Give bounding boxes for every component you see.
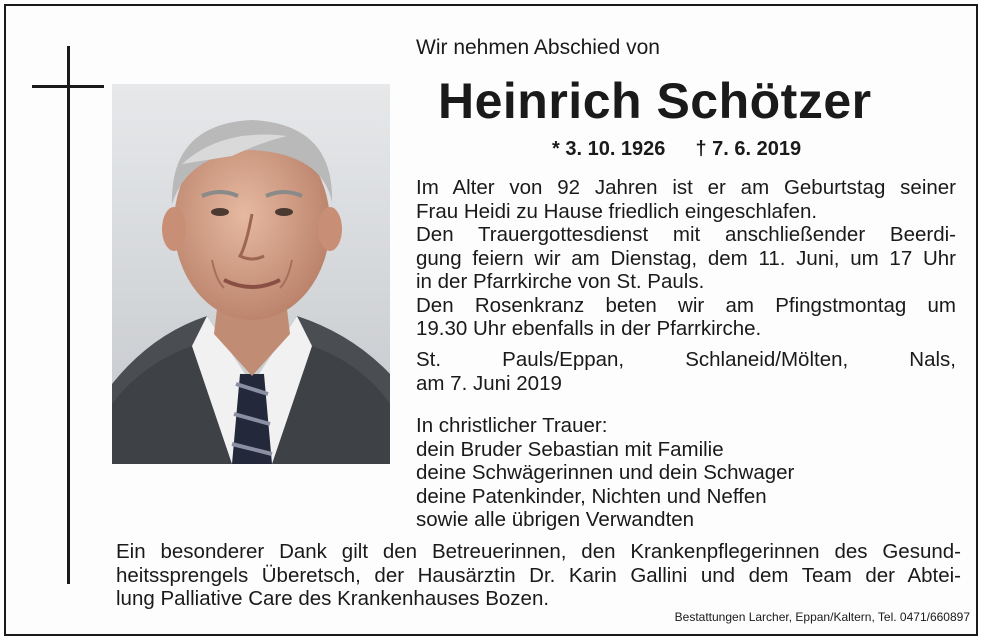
- main-text-line: Im Alter von 92 Jahren ist er am Geburtstag seiner: [416, 176, 956, 199]
- thanks-line: heitssprengels Überetsch, der Hausärztin Dr. Karin Gallini und dem Team der Abtei-: [116, 563, 961, 587]
- main-text-line: Frau Heidi zu Hause friedlich eingeschlafen.: [416, 199, 818, 223]
- main-text-line: 19.30 Uhr ebenfalls in der Pfarrkirche.: [416, 317, 762, 340]
- mourner-line: dein Bruder Sebastian mit Familie: [416, 437, 724, 461]
- obituary-notice: [4, 4, 978, 636]
- place-line: St. Pauls/Eppan, Schlaneid/Mölten, Nals,: [416, 348, 956, 371]
- funeral-home-footer: Bestattungen Larcher, Eppan/Kaltern, Tel. 0471/660897: [674, 610, 970, 624]
- mourner-line: deine Schwägerinnen und dein Schwager: [416, 461, 795, 484]
- main-text-line: gung feiern wir am Dienstag, dem 11. Juni, um 17 Uhr: [416, 246, 956, 270]
- main-text-line: Den Trauergottesdienst mit anschließender Beerdi-: [416, 223, 956, 246]
- life-dates: [552, 138, 801, 161]
- date-line: am 7. Juni 2019: [416, 371, 562, 395]
- main-text-line: in der Pfarrkirche von St. Pauls.: [416, 270, 705, 293]
- thanks-text: [116, 540, 961, 611]
- cross-icon-vertical: [67, 46, 70, 584]
- mourner-line: sowie alle übrigen Verwandten: [416, 508, 695, 531]
- deceased-name: Heinrich Schötzer: [438, 73, 872, 129]
- place-and-date: [416, 348, 956, 395]
- main-text-line: Den Rosenkranz beten wir am Pfingstmontag um: [416, 293, 956, 317]
- thanks-line: lung Palliative Care des Krankenhauses Bozen.: [116, 587, 550, 610]
- portrait-photo: [112, 84, 390, 464]
- birth-date: * 3. 10. 1926: [552, 138, 666, 160]
- death-date: † 7. 6. 2019: [695, 138, 802, 160]
- mourners-list: [416, 414, 956, 532]
- mourners-heading: In christlicher Trauer:: [416, 414, 608, 437]
- cross-icon-horizontal: [32, 85, 104, 88]
- thanks-line: Ein besonderer Dank gilt den Betreuerinnen, den Krankenpflegerinnen des Gesund-: [116, 540, 961, 563]
- portrait-illustration: [112, 84, 390, 464]
- main-text: [416, 176, 956, 341]
- mourner-line: deine Patenkinder, Nichten und Neffen: [416, 484, 767, 508]
- intro-text: Wir nehmen Abschied von: [416, 36, 660, 59]
